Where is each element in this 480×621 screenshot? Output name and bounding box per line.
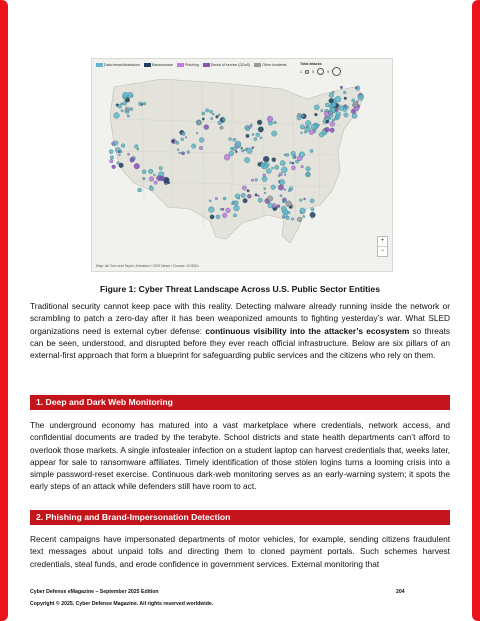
- incident-marker[interactable]: [179, 152, 181, 154]
- incident-marker[interactable]: [258, 127, 264, 133]
- incident-marker[interactable]: [229, 138, 232, 141]
- incident-marker[interactable]: [247, 190, 250, 193]
- incident-marker[interactable]: [279, 179, 285, 185]
- incident-marker[interactable]: [177, 149, 179, 151]
- incident-marker[interactable]: [339, 106, 344, 111]
- incident-marker[interactable]: [255, 178, 258, 181]
- footer-copyright: Copyright © 2025, Cyber Defense Magazine. All rights reserved worldwide.: [30, 601, 214, 607]
- incident-marker[interactable]: [185, 136, 187, 138]
- incident-marker[interactable]: [118, 151, 120, 153]
- incident-marker[interactable]: [297, 116, 301, 120]
- incident-marker[interactable]: [358, 94, 364, 100]
- incident-marker[interactable]: [121, 144, 125, 148]
- incident-marker[interactable]: [299, 152, 305, 158]
- incident-marker[interactable]: [172, 140, 175, 143]
- legend-item-other: Other incidents: [254, 63, 286, 67]
- incident-marker[interactable]: [325, 103, 329, 107]
- incident-marker[interactable]: [297, 217, 302, 222]
- incident-marker[interactable]: [264, 192, 266, 194]
- incident-marker[interactable]: [241, 193, 246, 198]
- intro-emphasis: continuous visibility into the attacker’s ecosystem: [205, 325, 410, 336]
- incident-marker[interactable]: [264, 188, 266, 190]
- incident-marker[interactable]: [231, 203, 233, 205]
- incident-marker[interactable]: [284, 189, 286, 191]
- incident-marker[interactable]: [121, 110, 123, 112]
- incident-marker[interactable]: [321, 110, 323, 112]
- legend-item-ddos: Denial of service (DDoS): [203, 63, 251, 67]
- incident-marker[interactable]: [353, 102, 359, 108]
- incident-marker[interactable]: [329, 93, 334, 98]
- us-cyber-threat-map[interactable]: [91, 58, 393, 272]
- incident-marker[interactable]: [220, 126, 223, 129]
- incident-marker[interactable]: [125, 107, 130, 112]
- section-2-body: Recent campaigns have impersonated departments of motor vehicles, for example, sending citizens fraudulent text messages about unpaid tolls and directing them to cloned payment portals. Such schemes harvest credentials, steal funds, and erode confidence in government services. External monitoring that: [30, 534, 450, 569]
- incident-marker[interactable]: [258, 198, 262, 202]
- incident-marker[interactable]: [137, 148, 139, 150]
- incident-marker[interactable]: [251, 179, 254, 182]
- incident-marker[interactable]: [268, 203, 273, 208]
- incident-marker[interactable]: [272, 131, 277, 136]
- incident-marker[interactable]: [110, 159, 114, 163]
- incident-marker[interactable]: [267, 196, 273, 202]
- incident-marker[interactable]: [284, 174, 286, 176]
- incident-marker[interactable]: [344, 97, 347, 100]
- incident-marker[interactable]: [235, 151, 237, 153]
- incident-marker[interactable]: [306, 167, 311, 172]
- incident-marker[interactable]: [356, 87, 358, 89]
- incident-marker[interactable]: [247, 148, 253, 154]
- incident-marker[interactable]: [216, 215, 220, 219]
- incident-marker[interactable]: [202, 112, 205, 115]
- incident-marker[interactable]: [275, 165, 279, 169]
- incident-marker[interactable]: [182, 132, 186, 136]
- incident-marker[interactable]: [211, 117, 213, 119]
- incident-marker[interactable]: [199, 138, 204, 143]
- total-attacks-scale: Total attacks 1 5 9: [300, 62, 341, 76]
- incident-marker[interactable]: [263, 174, 266, 177]
- incident-marker[interactable]: [292, 156, 295, 159]
- incident-marker[interactable]: [352, 99, 355, 102]
- incident-marker[interactable]: [295, 160, 298, 163]
- left-accent-bar: [0, 0, 8, 621]
- incident-marker[interactable]: [325, 127, 330, 132]
- incident-marker[interactable]: [286, 154, 289, 157]
- incident-marker[interactable]: [254, 138, 257, 141]
- incident-marker[interactable]: [314, 113, 317, 116]
- incident-marker[interactable]: [114, 113, 120, 119]
- incident-marker[interactable]: [216, 115, 219, 118]
- incident-marker[interactable]: [199, 146, 203, 150]
- incident-marker[interactable]: [235, 141, 241, 147]
- incident-marker[interactable]: [291, 166, 295, 170]
- incident-marker[interactable]: [149, 177, 154, 182]
- incident-marker[interactable]: [328, 117, 331, 120]
- incident-marker[interactable]: [343, 91, 346, 94]
- incident-marker[interactable]: [273, 121, 276, 124]
- incident-marker[interactable]: [301, 165, 304, 168]
- incident-marker[interactable]: [134, 145, 138, 149]
- incident-marker[interactable]: [246, 134, 250, 138]
- incident-marker[interactable]: [242, 186, 246, 190]
- incident-marker[interactable]: [226, 208, 231, 213]
- incident-marker[interactable]: [118, 154, 120, 156]
- incident-marker[interactable]: [224, 154, 230, 160]
- incident-marker[interactable]: [299, 199, 302, 202]
- incident-marker[interactable]: [143, 177, 146, 180]
- incident-marker[interactable]: [138, 102, 142, 106]
- legend-swatch: [144, 63, 151, 67]
- incident-marker[interactable]: [335, 117, 338, 120]
- legend-swatch: [203, 63, 210, 67]
- incident-marker[interactable]: [235, 194, 240, 199]
- incident-marker[interactable]: [281, 167, 287, 173]
- footer-edition: Cyber Defense eMagazine – September 2025 Edition: [30, 589, 159, 595]
- incident-marker[interactable]: [271, 185, 276, 190]
- incident-marker[interactable]: [271, 167, 273, 169]
- incident-marker[interactable]: [335, 96, 341, 102]
- incident-marker[interactable]: [306, 126, 308, 128]
- incident-marker[interactable]: [117, 162, 120, 165]
- incident-marker[interactable]: [215, 197, 218, 200]
- incident-marker[interactable]: [233, 214, 236, 217]
- incident-marker[interactable]: [286, 201, 292, 207]
- incident-marker[interactable]: [202, 118, 204, 120]
- incident-marker[interactable]: [243, 198, 248, 203]
- incident-marker[interactable]: [267, 116, 273, 122]
- incident-marker[interactable]: [262, 176, 267, 181]
- incident-marker[interactable]: [159, 176, 163, 180]
- legend-swatch: [96, 63, 103, 67]
- incident-marker[interactable]: [210, 110, 213, 113]
- incident-marker[interactable]: [138, 188, 142, 192]
- legend-item-ransomware: Ransomware: [144, 63, 173, 67]
- incident-marker[interactable]: [110, 156, 114, 160]
- incident-marker[interactable]: [252, 147, 254, 149]
- incident-marker[interactable]: [280, 161, 285, 166]
- incident-marker[interactable]: [304, 131, 306, 133]
- incident-marker[interactable]: [292, 162, 294, 164]
- section-1-heading: 1. Deep and Dark Web Monitoring: [30, 395, 450, 410]
- incident-marker[interactable]: [181, 138, 184, 141]
- incident-marker[interactable]: [241, 149, 244, 152]
- map-canvas: [92, 59, 392, 271]
- incident-marker[interactable]: [329, 111, 333, 115]
- incident-marker[interactable]: [330, 128, 335, 133]
- size-circle-large: [332, 67, 341, 76]
- incident-marker[interactable]: [310, 149, 313, 152]
- incident-marker[interactable]: [247, 194, 251, 198]
- incident-marker[interactable]: [260, 137, 262, 139]
- size-circle-small: [305, 70, 309, 74]
- incident-marker[interactable]: [130, 108, 133, 111]
- incident-marker[interactable]: [149, 186, 153, 190]
- incident-marker[interactable]: [112, 143, 115, 146]
- incident-marker[interactable]: [291, 218, 294, 221]
- incident-marker[interactable]: [168, 182, 170, 184]
- incident-marker[interactable]: [119, 163, 124, 168]
- incident-marker[interactable]: [314, 105, 319, 110]
- incident-marker[interactable]: [154, 181, 157, 184]
- incident-marker[interactable]: [291, 151, 296, 156]
- incident-marker[interactable]: [311, 217, 313, 219]
- incident-marker[interactable]: [223, 197, 226, 200]
- incident-marker[interactable]: [258, 195, 260, 197]
- incident-marker[interactable]: [123, 92, 129, 98]
- incident-marker[interactable]: [330, 122, 335, 127]
- incident-marker[interactable]: [246, 127, 250, 131]
- incident-marker[interactable]: [309, 130, 314, 135]
- incident-marker[interactable]: [261, 163, 265, 167]
- incident-marker[interactable]: [143, 102, 146, 105]
- map-zoom-control: [377, 236, 388, 257]
- legend-swatch: [177, 63, 184, 67]
- intro-paragraph: Traditional security cannot keep pace with this reality. Detecting malware already running inside the network or scrambling to patch a zero-day after it has been weaponized amounts to fighting yesterday’s war. What SLED organizations need is external cyber defense: continuous visibility into the attacker’s ecosystem so threats can be seen, understood, and disrupted before they ever reach official infrastructure. Below are six pillars of an external-first approach that form a blueprint for safeguarding public services and the citizens who rely on them.: [30, 301, 450, 361]
- incident-marker[interactable]: [344, 113, 348, 117]
- incident-marker[interactable]: [352, 113, 357, 118]
- incident-marker[interactable]: [280, 195, 282, 197]
- incident-marker[interactable]: [148, 169, 153, 174]
- incident-marker[interactable]: [222, 118, 225, 121]
- zoom-in-button[interactable]: +: [378, 237, 387, 247]
- incident-marker[interactable]: [283, 213, 288, 218]
- incident-marker[interactable]: [252, 133, 254, 135]
- incident-marker[interactable]: [127, 153, 129, 155]
- section-1-body: The underground economy has matured into a vast marketplace where credentials, network access, and confidential documents are traded by the terabyte. School districts and state health departments can’t afford to overlook those markets. A single infostealer infection on a student laptop can harvest credentials that, weeks later, appear for sale to ransomware affiliates. Timely identification of those stolen logins turns a looming crisis into a simple password-reset exercise. Continuous dark-web monitoring serves as an early-warning system; it spots the early steps of an attack while defenders still have room to act.: [30, 420, 450, 492]
- incident-marker[interactable]: [326, 120, 329, 123]
- legend-swatch: [254, 63, 261, 67]
- total-attacks-title: Total attacks: [300, 62, 322, 66]
- incident-marker[interactable]: [266, 169, 271, 174]
- legend-item-phishing: Phishing: [177, 63, 199, 67]
- incident-marker[interactable]: [303, 216, 305, 218]
- incident-marker[interactable]: [244, 157, 249, 162]
- incident-marker[interactable]: [112, 165, 116, 169]
- incident-marker[interactable]: [159, 167, 162, 170]
- zoom-out-button[interactable]: −: [380, 248, 385, 254]
- incident-marker[interactable]: [208, 207, 214, 213]
- incident-marker[interactable]: [209, 200, 211, 202]
- incident-marker[interactable]: [210, 215, 214, 219]
- incident-marker[interactable]: [340, 86, 343, 89]
- incident-marker[interactable]: [121, 103, 123, 105]
- incident-marker[interactable]: [346, 106, 349, 109]
- incident-marker[interactable]: [218, 114, 220, 116]
- map-credit: Map: Ari Sen and Taylor Johnston / CBS News • Source: KODEx: [96, 264, 199, 268]
- incident-marker[interactable]: [153, 174, 155, 176]
- incident-marker[interactable]: [332, 119, 335, 122]
- incident-marker[interactable]: [310, 199, 314, 203]
- incident-marker[interactable]: [241, 147, 243, 149]
- incident-marker[interactable]: [278, 185, 283, 190]
- incident-marker[interactable]: [212, 113, 214, 115]
- incident-marker[interactable]: [234, 201, 239, 206]
- legend-item-data-breach: Data breach/leakdown: [96, 63, 140, 67]
- incident-marker[interactable]: [255, 194, 258, 197]
- incident-marker[interactable]: [127, 115, 130, 118]
- incident-marker[interactable]: [233, 138, 236, 141]
- incident-marker[interactable]: [289, 162, 291, 164]
- incident-marker[interactable]: [218, 121, 222, 125]
- incident-marker[interactable]: [331, 102, 336, 107]
- incident-marker[interactable]: [222, 213, 227, 218]
- incident-marker[interactable]: [281, 206, 286, 211]
- incident-marker[interactable]: [304, 198, 306, 200]
- incident-marker[interactable]: [311, 208, 314, 211]
- incident-marker[interactable]: [288, 189, 291, 192]
- map-legend: [96, 63, 286, 67]
- incident-marker[interactable]: [256, 133, 260, 137]
- incident-marker[interactable]: [134, 163, 140, 169]
- incident-marker[interactable]: [118, 105, 122, 109]
- size-circle-medium: [317, 68, 324, 75]
- incident-marker[interactable]: [142, 170, 146, 174]
- incident-marker[interactable]: [234, 205, 240, 211]
- page-number: 204: [396, 589, 405, 595]
- incident-marker[interactable]: [300, 212, 302, 214]
- incident-marker[interactable]: [196, 132, 198, 134]
- incident-marker[interactable]: [109, 150, 113, 154]
- incident-marker[interactable]: [220, 208, 222, 210]
- incident-marker[interactable]: [191, 144, 196, 149]
- incident-marker[interactable]: [301, 115, 304, 118]
- incident-marker[interactable]: [197, 120, 201, 124]
- incident-marker[interactable]: [311, 124, 317, 130]
- incident-marker[interactable]: [300, 125, 304, 129]
- incident-marker[interactable]: [335, 109, 338, 112]
- incident-marker[interactable]: [229, 151, 234, 156]
- incident-marker[interactable]: [257, 120, 262, 125]
- incident-marker[interactable]: [277, 205, 280, 208]
- incident-marker[interactable]: [181, 152, 184, 155]
- incident-marker[interactable]: [205, 109, 208, 112]
- incident-marker[interactable]: [123, 102, 127, 106]
- incident-marker[interactable]: [301, 132, 303, 134]
- section-2-heading: 2. Phishing and Brand-Impersonation Detection: [30, 510, 450, 525]
- incident-marker[interactable]: [306, 121, 312, 127]
- incident-marker[interactable]: [272, 158, 276, 162]
- incident-marker[interactable]: [307, 172, 310, 175]
- right-accent-bar: [472, 0, 480, 621]
- incident-marker[interactable]: [278, 175, 280, 177]
- incident-marker[interactable]: [204, 125, 209, 130]
- incident-marker[interactable]: [187, 151, 190, 154]
- incident-marker[interactable]: [284, 154, 286, 156]
- figure-caption: Figure 1: Cyber Threat Landscape Across U.S. Public Sector Entities: [99, 284, 380, 294]
- incident-marker[interactable]: [130, 157, 135, 162]
- incident-marker[interactable]: [233, 147, 237, 151]
- incident-marker[interactable]: [263, 156, 269, 162]
- incident-marker[interactable]: [284, 201, 286, 203]
